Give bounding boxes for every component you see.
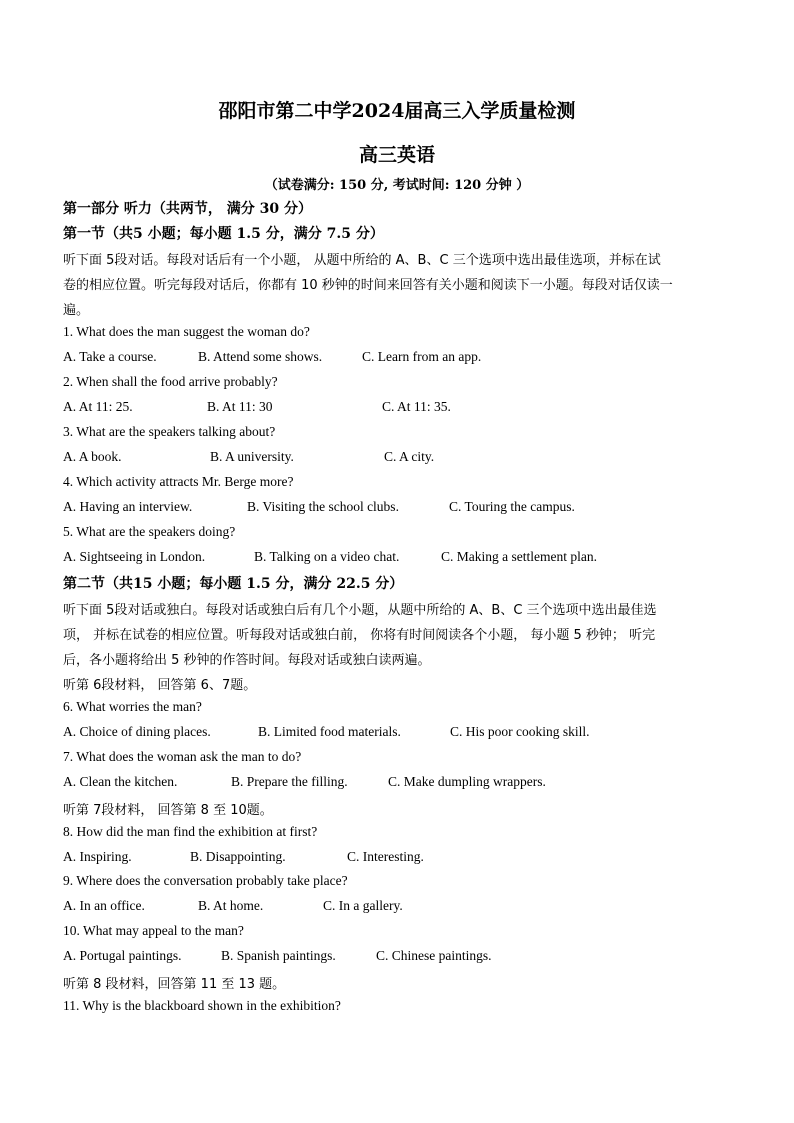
section2-instruction-line: 后，各小题将给出 5 秒钟的作答时间。每段对话或独白读两遍。	[63, 653, 431, 668]
question-stem: 8. How did the man find the exhibition at first?	[63, 824, 318, 839]
material-note: 听第 8 段材料，回答第 11 至 13 题。	[63, 977, 286, 992]
option-a: A. Inspiring.	[63, 849, 132, 864]
section2-instruction-line: 听下面 5段对话或独白。每段对话或独白后有几个小题，从题中所给的 A、B、C 三个选项中选出最佳选	[63, 603, 657, 618]
question-stem: 6. What worries the man?	[63, 699, 202, 714]
option-c: C. At 11: 35.	[382, 399, 451, 414]
option-a: A. Having an interview.	[63, 499, 193, 514]
option-b: B. At home.	[198, 898, 264, 913]
option-c: C. Touring the campus.	[449, 499, 575, 514]
option-a: A. Clean the kitchen.	[63, 774, 178, 789]
part1-heading: 第一部分 听力（共两节， 满分 30 分）	[63, 201, 312, 217]
exam-note: （试卷满分: 150 分, 考试时间: 120 分钟 ）	[264, 178, 530, 193]
option-b: B. Disappointing.	[190, 849, 286, 864]
section1-instruction-line: 遍。	[63, 303, 90, 318]
question-stem: 5. What are the speakers doing?	[63, 524, 236, 539]
option-a: A. Portugal paintings.	[63, 948, 182, 963]
section1-heading: 第一节（共5 小题；每小题 1.5 分，满分 7.5 分）	[63, 226, 384, 242]
option-b: B. Prepare the filling.	[231, 774, 348, 789]
question-stem: 11. Why is the blackboard shown in the exhibition?	[63, 998, 341, 1013]
option-c: C. His poor cooking skill.	[450, 724, 590, 739]
option-c: C. Make dumpling wrappers.	[388, 774, 546, 789]
question-stem: 1. What does the man suggest the woman do?	[63, 324, 310, 339]
option-c: C. Learn from an app.	[362, 349, 482, 364]
option-a: A. Choice of dining places.	[63, 724, 211, 739]
option-c: C. Chinese paintings.	[376, 948, 492, 963]
material-note: 听第 7段材料， 回答第 8 至 10题。	[63, 803, 273, 818]
option-a: A. At 11: 25.	[63, 399, 133, 414]
option-a: A. In an office.	[63, 898, 145, 913]
section2-heading: 第二节（共15 小题；每小题 1.5 分，满分 22.5 分）	[63, 576, 404, 592]
option-a: A. A book.	[63, 449, 122, 464]
material-note: 听第 6段材料， 回答第 6、7题。	[63, 678, 257, 693]
section1-instruction-line: 卷的相应位置。听完每段对话后，你都有 10 秒钟的时间来回答有关小题和阅读下一小题。每段对话仅读一	[63, 278, 673, 293]
question-stem: 3. What are the speakers talking about?	[63, 424, 276, 439]
question-stem: 10. What may appeal to the man?	[63, 923, 244, 938]
option-c: C. In a gallery.	[323, 898, 403, 913]
option-b: B. Attend some shows.	[198, 349, 323, 364]
option-b: B. Spanish paintings.	[221, 948, 336, 963]
option-b: B. A university.	[210, 449, 294, 464]
question-stem: 2. When shall the food arrive probably?	[63, 374, 278, 389]
question-stem: 7. What does the woman ask the man to do?	[63, 749, 302, 764]
option-a: A. Take a course.	[63, 349, 157, 364]
option-c: C. A city.	[384, 449, 435, 464]
option-b: B. Visiting the school clubs.	[247, 499, 399, 514]
option-b: B. Talking on a video chat.	[254, 549, 400, 564]
option-a: A. Sightseeing in London.	[63, 549, 206, 564]
option-b: B. Limited food materials.	[258, 724, 401, 739]
exam-title: 邵阳市第二中学2024届高三入学质量检测	[218, 100, 576, 122]
option-c: C. Interesting.	[347, 849, 424, 864]
question-stem: 4. Which activity attracts Mr. Berge more?	[63, 474, 294, 489]
section1-instruction-line: 听下面 5段对话。每段对话后有一个小题， 从题中所给的 A、B、C 三个选项中选出最佳选项，并标在试	[63, 253, 661, 268]
question-stem: 9. Where does the conversation probably take place?	[63, 873, 348, 888]
exam-subject: 高三英语	[358, 144, 435, 166]
option-c: C. Making a settlement plan.	[441, 549, 597, 564]
option-b: B. At 11: 30	[207, 399, 273, 414]
section2-instruction-line: 项， 并标在试卷的相应位置。听每段对话或独白前， 你将有时间阅读各个小题， 每小题 5 秒钟； 听完	[63, 628, 656, 643]
